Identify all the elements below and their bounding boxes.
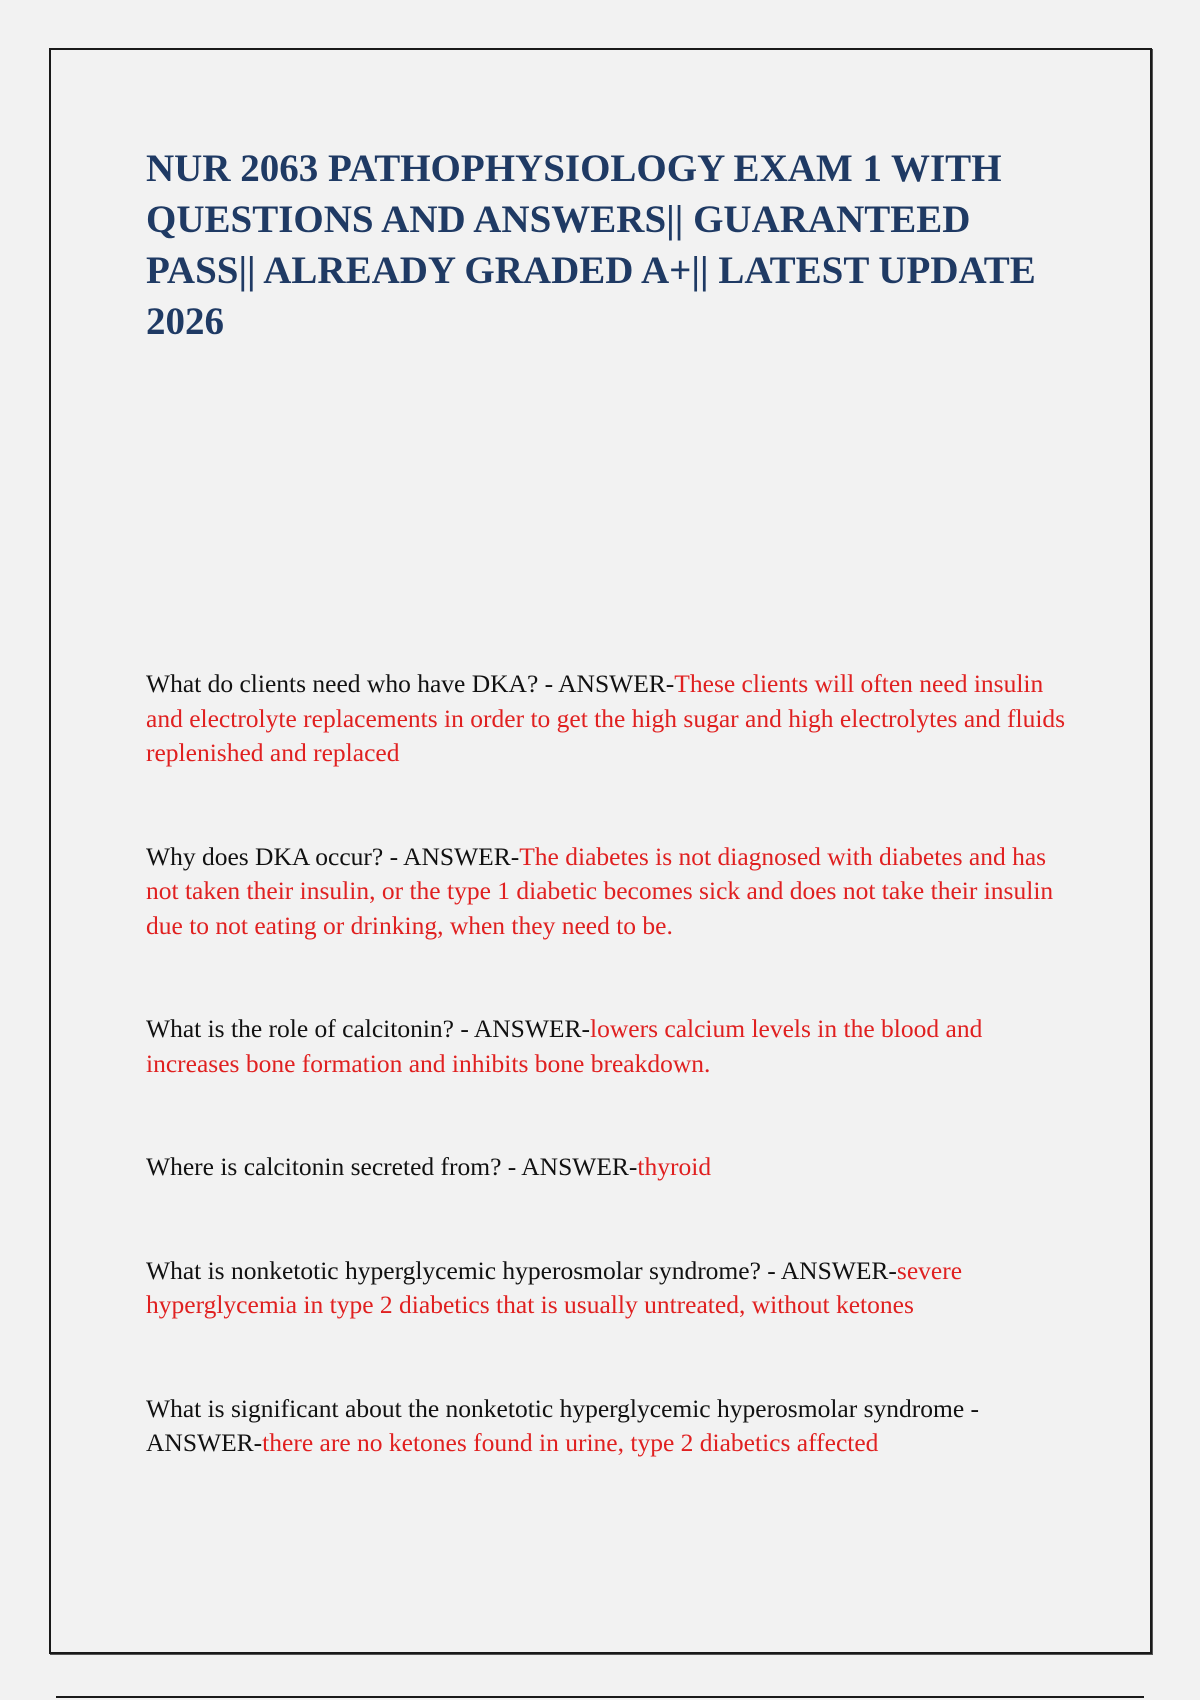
qa-item (146, 1254, 1076, 1323)
answer-separator: - ANSWER- (383, 841, 520, 871)
answer-separator: - ANSWER- (501, 1152, 638, 1181)
question-text: What is nonketotic hyperglycemic hyperosmolar syndrome? (146, 1255, 761, 1285)
answer-text: severe hyperglycemia in type 2 diabetics that is usually untreated, without ketones (146, 1255, 963, 1319)
answer-text: These clients will often need insulin and electrolyte replacements in order to get the high sugar and high electrolytes and fluids replenished and replaced (146, 669, 1066, 767)
answer-text: thyroid (637, 1152, 712, 1181)
answer-separator: - ANSWER- (454, 1014, 591, 1043)
question-text: What is the role of calcitonin? (146, 1014, 455, 1043)
answer-separator: - ANSWER- (538, 669, 675, 698)
qa-item (146, 1150, 1076, 1185)
qa-list (146, 667, 1076, 1530)
document-title: NUR 2063 PATHOPHYSIOLOGY EXAM 1 WITH QUESTIONS AND ANSWERS|| GUARANTEED PASS|| ALREADY GRADED A+|| LATEST UPDATE 2026 (146, 147, 1036, 343)
question-text: Why does DKA occur? (146, 841, 384, 871)
question-text: Where is calcitonin secreted from? (146, 1152, 502, 1181)
answer-separator: - ANSWER- (760, 1255, 897, 1285)
qa-item (146, 667, 1076, 771)
qa-item (146, 840, 1076, 944)
qa-item (146, 1012, 1076, 1081)
bottom-divider (56, 1696, 1144, 1698)
question-text: What is significant about the nonketotic hyperglycemic hyperosmolar syndrome (146, 1393, 965, 1423)
qa-item (146, 1392, 1076, 1461)
answer-text: there are no ketones found in urine, type 2 diabetics affected (262, 1428, 879, 1457)
answer-text: The diabetes is not diagnosed with diabetes and has not taken their insulin, or the type 1 diabetic becomes sick and does not take their insulin due to not eating or drinking, when they need to be. (146, 841, 1054, 940)
answer-separator: - ANSWER- (146, 1393, 980, 1457)
answer-text: lowers calcium levels in the blood and increases bone formation and inhibits bone breakdown. (146, 1014, 983, 1078)
question-text: What do clients need who have DKA? (146, 669, 539, 698)
